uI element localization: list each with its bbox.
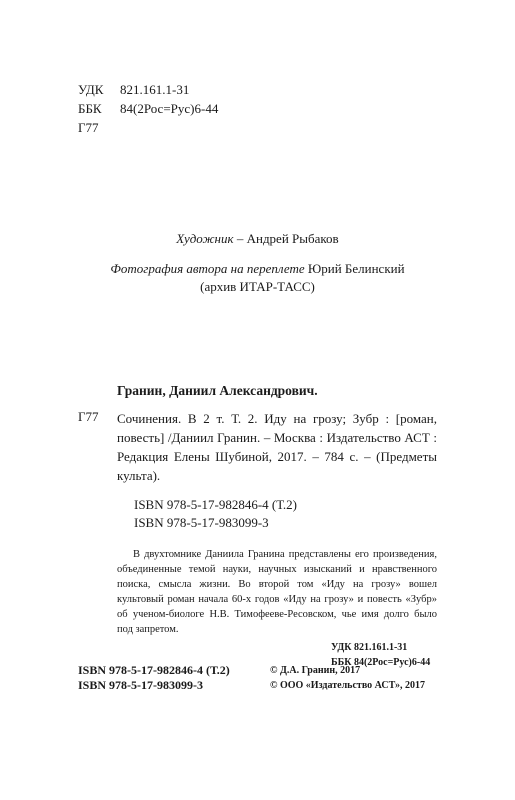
isbn-set: ISBN 978-5-17-983099-3 xyxy=(134,515,269,530)
photo-name: Юрий Белинский xyxy=(304,261,405,276)
udk-value: 821.161.1-31 xyxy=(120,82,190,97)
bbk-row xyxy=(78,99,218,118)
copyright-author: © Д.А. Гранин, 2017 xyxy=(270,665,361,676)
photo-role: Фотография автора на переплете xyxy=(110,261,305,276)
copyright xyxy=(270,663,425,693)
udk-row xyxy=(78,80,218,99)
artist-credit xyxy=(0,229,515,248)
record-author: Гранин, Даниил Александрович. xyxy=(117,383,318,398)
udk-label: УДК xyxy=(78,82,104,97)
classification-codes xyxy=(78,80,218,137)
author-mark: Г77 xyxy=(78,120,99,135)
record-description: Сочинения. В 2 т. Т. 2. Иду на грозу; Зубр : [роман, повесть] /Даниил Гранин. – Москва : Издательство АСТ : Редакция Елены Шубиной, 2017. – 784 с. – (Предметы культа). xyxy=(117,411,437,483)
artist-name: – Андрей Рыбаков xyxy=(233,231,339,246)
footer-isbn-set: ISBN 978-5-17-983099-3 xyxy=(78,678,203,692)
isbn-volume: ISBN 978-5-17-982846-4 (Т.2) xyxy=(134,497,297,512)
photo-source: (архив ИТАР-ТАСС) xyxy=(200,279,315,294)
footer-isbn-volume: ISBN 978-5-17-982846-4 (Т.2) xyxy=(78,663,230,677)
photo-credit xyxy=(0,259,515,278)
author-mark-row xyxy=(78,118,218,137)
record-isbn-list xyxy=(134,496,297,532)
footer-isbn xyxy=(78,663,230,693)
artist-role: Художник xyxy=(176,231,234,246)
udk-right: УДК 821.161.1-31 xyxy=(331,642,408,653)
bbk-right: ББК 84(2Рос=Рус)6-44 xyxy=(331,657,431,668)
record-mark: Г77 xyxy=(78,409,99,424)
bbk-label: ББК xyxy=(78,101,102,116)
bbk-value: 84(2Рос=Рус)6-44 xyxy=(120,101,219,116)
copyright-publisher: © ООО «Издательство АСТ», 2017 xyxy=(270,680,426,691)
annotation: В двухтомнике Даниила Гранина представлены его произведения, объединенные темой науки, научных изысканий и нравственного поиска, смысла жизни. Во второй том «Иду на грозу» вошел культовый роман начала 60-х годов «Иду на грозу» и повесть «Зубр» об ученом-биологе Н.В. Тимофееве-Ресовском, чье имя долго было под запретом. xyxy=(117,549,437,635)
